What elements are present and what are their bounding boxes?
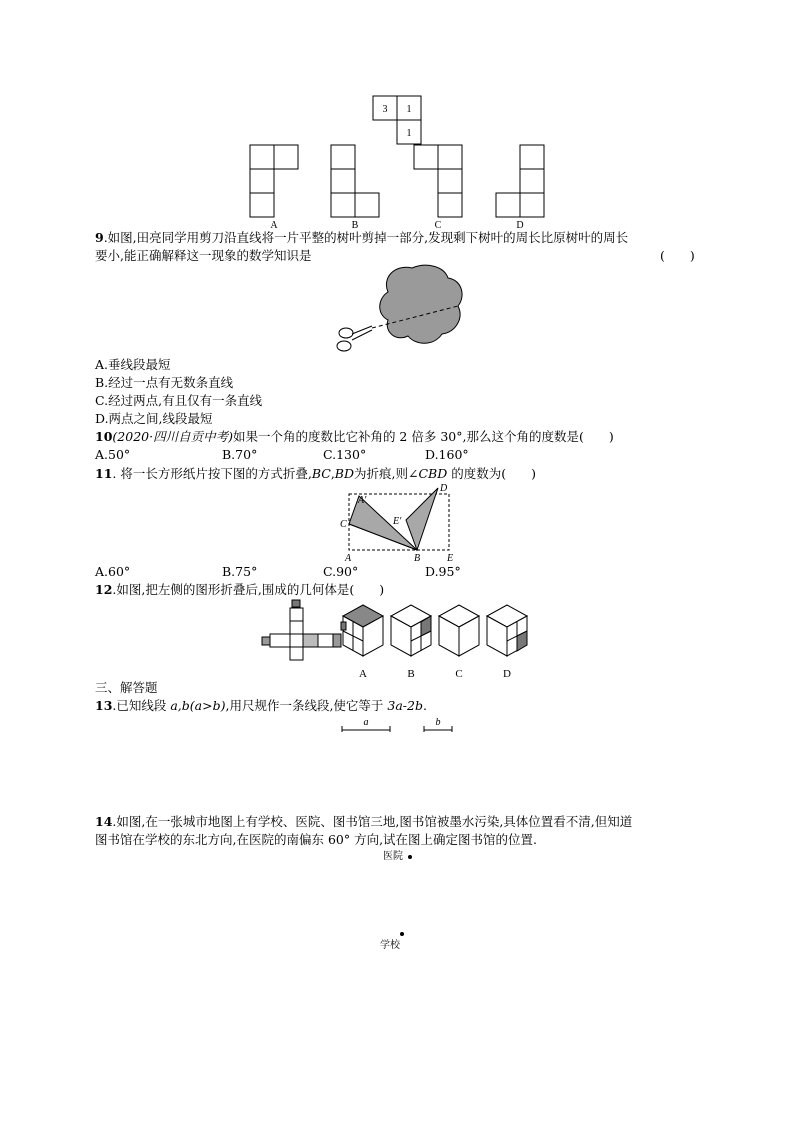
q13-expr: 3a-2b bbox=[387, 698, 423, 713]
section-3-title: 三、解答题 bbox=[95, 680, 158, 695]
q8-net-diagram bbox=[0, 0, 794, 240]
q11-option-d: D.95° bbox=[425, 564, 461, 579]
q10-option-d: D.160° bbox=[425, 447, 469, 462]
cube-net-figure bbox=[255, 598, 545, 682]
q9-option-b: B.经过一点有无数条直线 bbox=[95, 375, 234, 390]
school-dot bbox=[400, 932, 404, 936]
q11-bc: BC bbox=[311, 466, 331, 481]
q11-text-after: 的度数为( ) bbox=[447, 466, 536, 481]
q13-ab: a,b(a>b) bbox=[170, 698, 226, 713]
q9-option-a: A.垂线段最短 bbox=[95, 357, 171, 372]
q11-bd: BD bbox=[334, 466, 355, 481]
leaf-scissors-figure bbox=[330, 260, 470, 360]
q11-comma: , bbox=[330, 466, 335, 481]
q13-number: 13 bbox=[95, 698, 113, 713]
top-cell-3: 3 bbox=[382, 104, 388, 115]
q11-option-c: C.90° bbox=[323, 564, 359, 579]
q9-number: 9 bbox=[95, 230, 104, 245]
hospital-dot bbox=[408, 855, 412, 859]
segments-figure bbox=[340, 714, 460, 738]
cube-label-d: D bbox=[503, 668, 511, 680]
q10-option-a: A.50° bbox=[95, 447, 131, 462]
segment-a-label: a bbox=[363, 717, 369, 728]
q11-text-before: . 将一长方形纸片按下图的方式折叠, bbox=[112, 466, 312, 481]
school-label: 学校 bbox=[380, 940, 400, 951]
q12-number: 12 bbox=[95, 582, 113, 597]
label-e: E bbox=[447, 553, 454, 564]
q9-line2: 要小,能正确解释这一现象的数学知识是 bbox=[95, 248, 312, 263]
q10-option-c: C.130° bbox=[323, 447, 367, 462]
q11-option-b: B.75° bbox=[222, 564, 258, 579]
q12-text: .如图,把左侧的图形折叠后,围成的几何体是( ) bbox=[112, 582, 385, 597]
hospital-label: 医院 bbox=[383, 851, 403, 862]
cube-label-a: A bbox=[359, 668, 367, 680]
label-e-prime: E′ bbox=[393, 516, 402, 527]
q11-text-mid: 为折痕,则∠ bbox=[354, 466, 419, 481]
net-label-d: D bbox=[516, 220, 524, 231]
q10-number: 10 bbox=[95, 429, 113, 444]
net-label-c: C bbox=[434, 220, 442, 231]
q13-text-c: . bbox=[422, 698, 427, 713]
q10-text: 如果一个角的度数比它补角的 2 倍多 30°,那么这个角的度数是( ) bbox=[232, 429, 614, 444]
q11-option-a: A.60° bbox=[95, 564, 131, 579]
label-d: D bbox=[440, 483, 448, 494]
q13-text-a: .已知线段 bbox=[112, 698, 171, 713]
q9-option-c: C.经过两点,有且仅有一条直线 bbox=[95, 393, 263, 408]
q11-number: 11 bbox=[95, 466, 113, 481]
net-label-b: B bbox=[351, 220, 359, 231]
q10-source: (2020·四川自贡中考) bbox=[112, 429, 233, 444]
q14-line2: 图书馆在学校的东北方向,在医院的南偏东 60° 方向,试在图上确定图书馆的位置. bbox=[95, 832, 538, 847]
q14-number: 14 bbox=[95, 814, 113, 829]
q9-line1: .如图,田亮同学用剪刀沿直线将一片平整的树叶剪掉一部分,发现剩下树叶的周长比原树叶的周长 bbox=[103, 230, 629, 245]
net-label-a: A bbox=[270, 220, 278, 231]
q10-option-b: B.70° bbox=[222, 447, 258, 462]
top-cell-1b: 1 bbox=[406, 128, 412, 139]
top-cell-1a: 1 bbox=[406, 104, 412, 115]
cube-label-b: B bbox=[407, 668, 415, 680]
q14-line1: .如图,在一张城市地图上有学校、医院、图书馆三地,图书馆被墨水污染,具体位置看不清,但知道 bbox=[112, 814, 633, 829]
label-a-prime: A′ bbox=[358, 495, 367, 506]
label-c: C bbox=[340, 519, 347, 530]
label-a: A bbox=[345, 553, 352, 564]
q11-cbd: CBD bbox=[418, 466, 448, 481]
folding-figure bbox=[330, 480, 470, 570]
q13-text-b: ,用尺规作一条线段,使它等于 bbox=[225, 698, 388, 713]
label-b: B bbox=[414, 553, 421, 564]
q9-option-d: D.两点之间,线段最短 bbox=[95, 411, 213, 426]
q9-paren: ( ) bbox=[660, 248, 695, 263]
segment-b-label: b bbox=[435, 717, 441, 728]
cube-label-c: C bbox=[455, 668, 463, 680]
